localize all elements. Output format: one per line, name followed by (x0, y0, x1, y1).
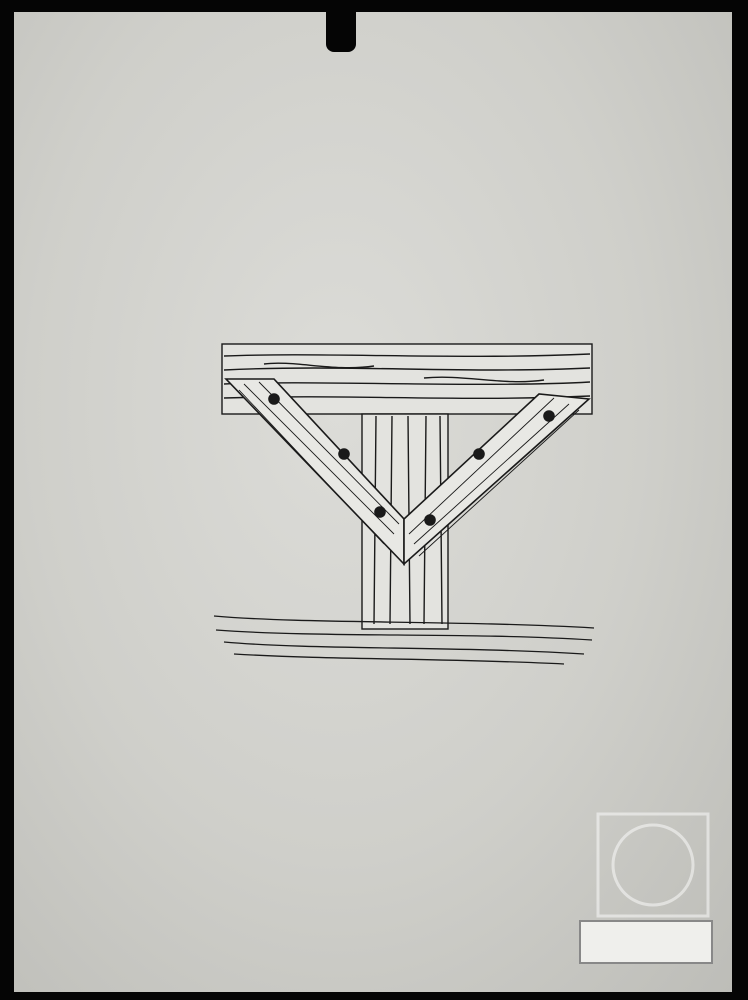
document-page (14, 12, 732, 992)
catalog-number (579, 920, 713, 964)
film-notch (326, 12, 356, 52)
library-stamp-logo (594, 810, 712, 920)
figure-wooden-brace-drawing (204, 324, 604, 674)
